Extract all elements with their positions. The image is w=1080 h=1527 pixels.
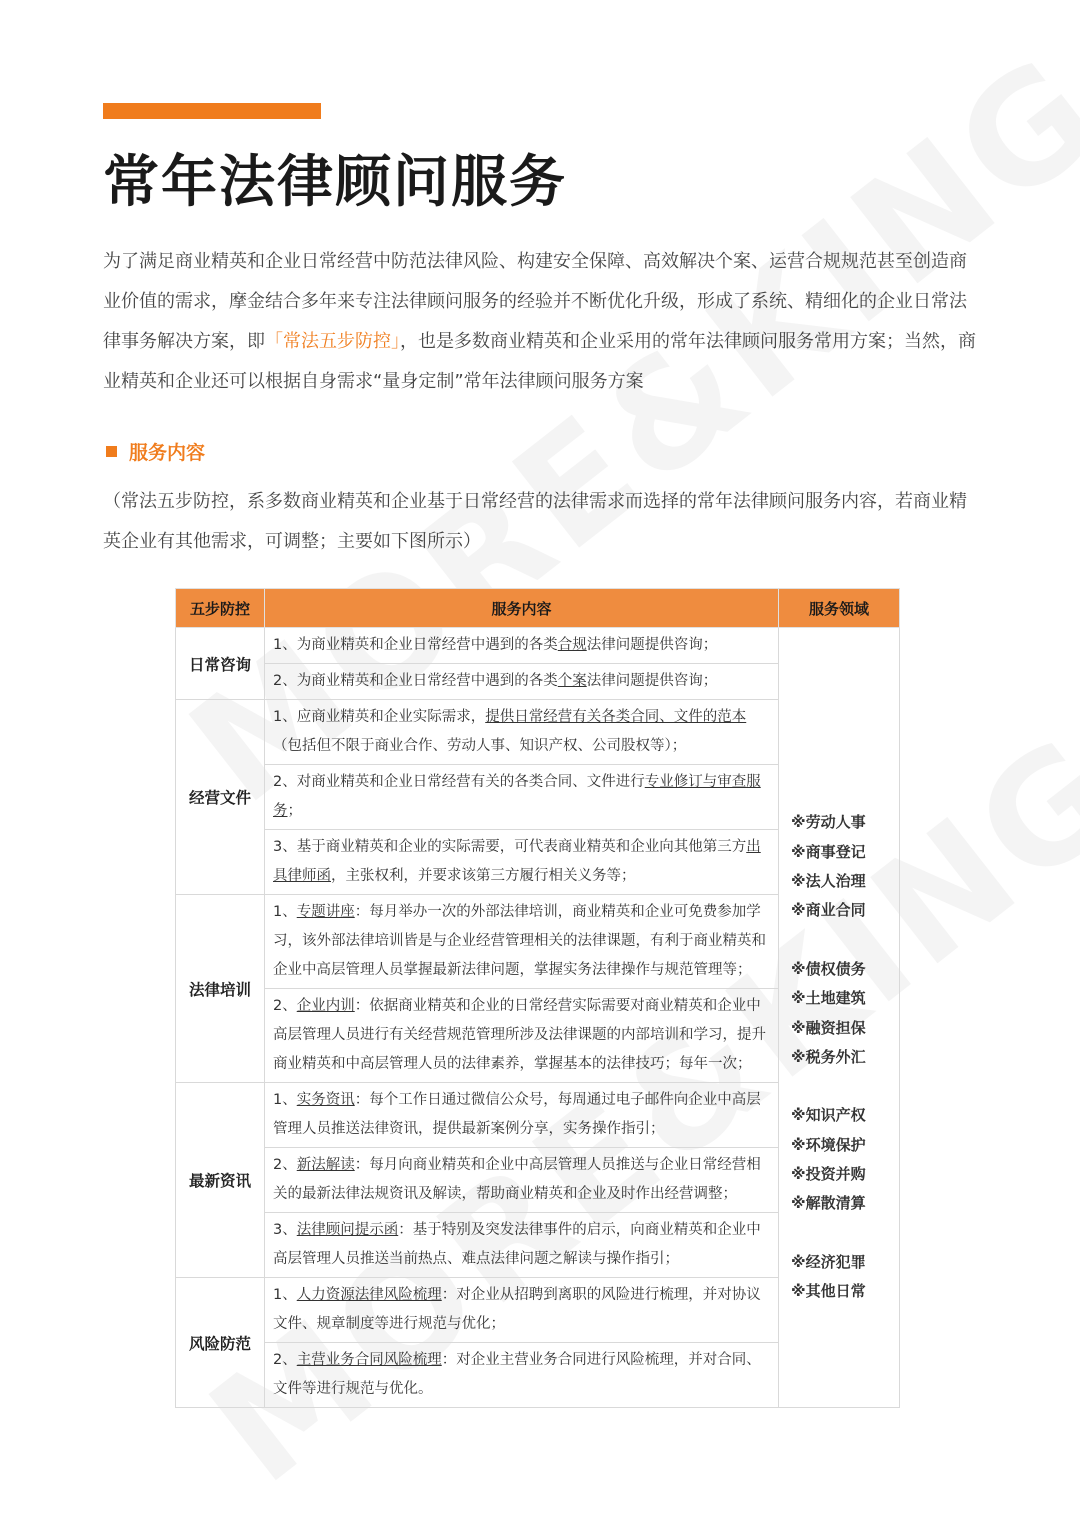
domain-spacer [791,1072,899,1101]
content-text: 1、 [273,1287,297,1303]
content-text: 法律问题提供咨询； [586,673,718,689]
domain-item: ※投资并购 [791,1165,866,1184]
content-text: 1、为商业精英和企业日常经营中遇到的各类 [273,637,558,653]
step-cell: 经营文件 [176,700,265,895]
domain-item: ※债权债务 [791,959,866,978]
content-text: 1、 [273,1092,297,1108]
section-note: （常法五步防控，系多数商业精英和企业基于日常经营的法律需求而选择的常年法律顾问服务内容，若商业精英企业有其他需求，可调整；主要如下图所示） [103,491,967,552]
content-text: ：基于特别及突发法律事件的启示，向商业精英和企业中高层管理人员推送当前热点、难点法律问题之解读与操作指引； [273,1222,761,1267]
domain-item: ※商事登记 [791,842,866,861]
domain-spacer [791,1219,899,1248]
content-cell [265,765,779,830]
content-text: 2、为商业精英和企业日常经营中遇到的各类 [273,673,558,689]
content-cell [265,1278,779,1343]
domain-item: ※劳动人事 [791,813,866,832]
title-accent-bar [103,103,321,119]
intro-text: 为了满足商业精英和企业日常经营中防范法律风险、构建安全保障、高效解决个案、运营合规规范甚至创造商业价值的需求，摩金结合多年来专注法律顾问服务的经验并不断优化升级，形成了系统、精细化的企业日常法律事务解决方案，即 [103,251,967,352]
intro-paragraph [103,242,983,402]
content-key-term: 专题讲座 [296,904,355,920]
content-text: 2、 [273,998,297,1014]
domain-item: ※环境保护 [791,1135,866,1154]
content-key-term: 合规 [557,637,587,653]
content-text: ：每月举办一次的外部法律培训，商业精英和企业可免费参加学习，该外部法律培训皆是与企业经营管理相关的法律课题，有利于商业精英和企业中高层管理人员掌握最新法律问题，掌握实务法律操作与规范管理等； [273,904,766,978]
domain-item: ※知识产权 [791,1106,866,1125]
content-text: ：对企业从招聘到离职的风险进行梳理，并对协议文件、规章制度等进行规范与优化； [273,1287,761,1332]
page-title: 常年法律顾问服务 [103,150,567,215]
content-key-term: 新法解读 [296,1157,355,1173]
content-cell [265,989,779,1083]
content-key-term: 个案 [557,673,587,689]
content-text: 1、 [273,904,297,920]
content-text: 1、应商业精英和企业实际需求， [273,709,486,725]
content-text: ：每个工作日通过微信公众号，每周通过电子邮件向企业中高层管理人员推送法律资讯，提供最新案例分享，实务操作指引； [273,1092,761,1137]
content-text: （包括但不限于商业合作、劳动人事、知识产权、公司股权等）； [273,738,687,754]
content-key-term: 人力资源法律风险梳理 [296,1287,442,1303]
content-key-term: 出具律师函 [273,839,761,884]
section-heading-label: 服务内容 [129,442,206,464]
content-key-term: 企业内训 [296,998,355,1014]
content-cell [265,830,779,895]
intro-text: ，也是多数商业精英和企业采用的常年法律顾问服务常用方案；当然，商业精英和企业还可以根据自身需求“量身定制”常年法律顾问服务方案 [103,331,976,392]
content-cell [265,664,779,700]
content-text: ，主张权利，并要求该第三方履行相关义务等； [331,868,636,884]
header-content: 服务内容 [265,589,779,628]
domain-item: ※解散清算 [791,1194,866,1213]
step-cell: 最新资讯 [176,1083,265,1278]
content-cell [265,1343,779,1408]
content-text: ； [287,803,302,819]
content-key-term: 提供日常经营有关各类合同、文件的范本 [485,709,747,725]
header-step: 五步防控 [176,589,265,628]
service-table [175,588,900,1408]
step-cell: 法律培训 [176,895,265,1083]
table-header-row [176,589,900,628]
content-text: 2、对商业精英和企业日常经营有关的各类合同、文件进行 [273,774,645,790]
table-row [176,628,900,664]
content-cell [265,1213,779,1278]
domain-item: ※经济犯罪 [791,1252,866,1271]
domain-item: ※商业合同 [791,901,866,920]
content-cell [265,628,779,664]
content-key-term: 实务资讯 [296,1092,355,1108]
domain-item: ※土地建筑 [791,989,866,1008]
content-text: ：对企业主营业务合同进行风险梳理，并对合同、文件等进行规范与优化。 [273,1352,761,1397]
content-text: 2、 [273,1352,297,1368]
content-text: 3、 [273,1222,297,1238]
square-bullet-icon [106,446,117,457]
content-cell [265,895,779,989]
domain-item: ※其他日常 [791,1282,866,1301]
content-cell [265,700,779,765]
content-text: 3、基于商业精英和企业的实际需要，可代表商业精英和企业向其他第三方 [273,839,747,855]
intro-highlight: 「常法五步防控」 [265,331,400,352]
content-key-term: 专业修订与审查服务 [273,774,761,819]
header-domain: 服务领域 [779,589,900,628]
content-cell [265,1148,779,1213]
content-text: ：依据商业精英和企业的日常经营实际需要对商业精英和企业中高层管理人员进行有关经营规范管理所涉及法律课题的内部培训和学习，提升商业精英和中高层管理人员的法律素养，掌握基本的法律技巧；每年一次； [273,998,766,1072]
domain-item: ※税务外汇 [791,1047,866,1066]
domain-cell [779,628,900,1408]
step-cell: 风险防范 [176,1278,265,1408]
content-text: ：每月向商业精英和企业中高层管理人员推送与企业日常经营相关的最新法律法规资讯及解读，帮助商业精英和企业及时作出经营调整； [273,1157,761,1202]
step-cell: 日常咨询 [176,628,265,700]
content-cell [265,1083,779,1148]
domain-item: ※融资担保 [791,1018,866,1037]
content-key-term: 法律顾问提示函 [296,1222,399,1238]
domain-item: ※法人治理 [791,872,866,891]
content-key-term: 主营业务合同风险梳理 [296,1352,442,1368]
section-heading [106,438,205,465]
content-text: 法律问题提供咨询； [586,637,718,653]
content-text: 2、 [273,1157,297,1173]
domain-spacer [791,926,899,955]
